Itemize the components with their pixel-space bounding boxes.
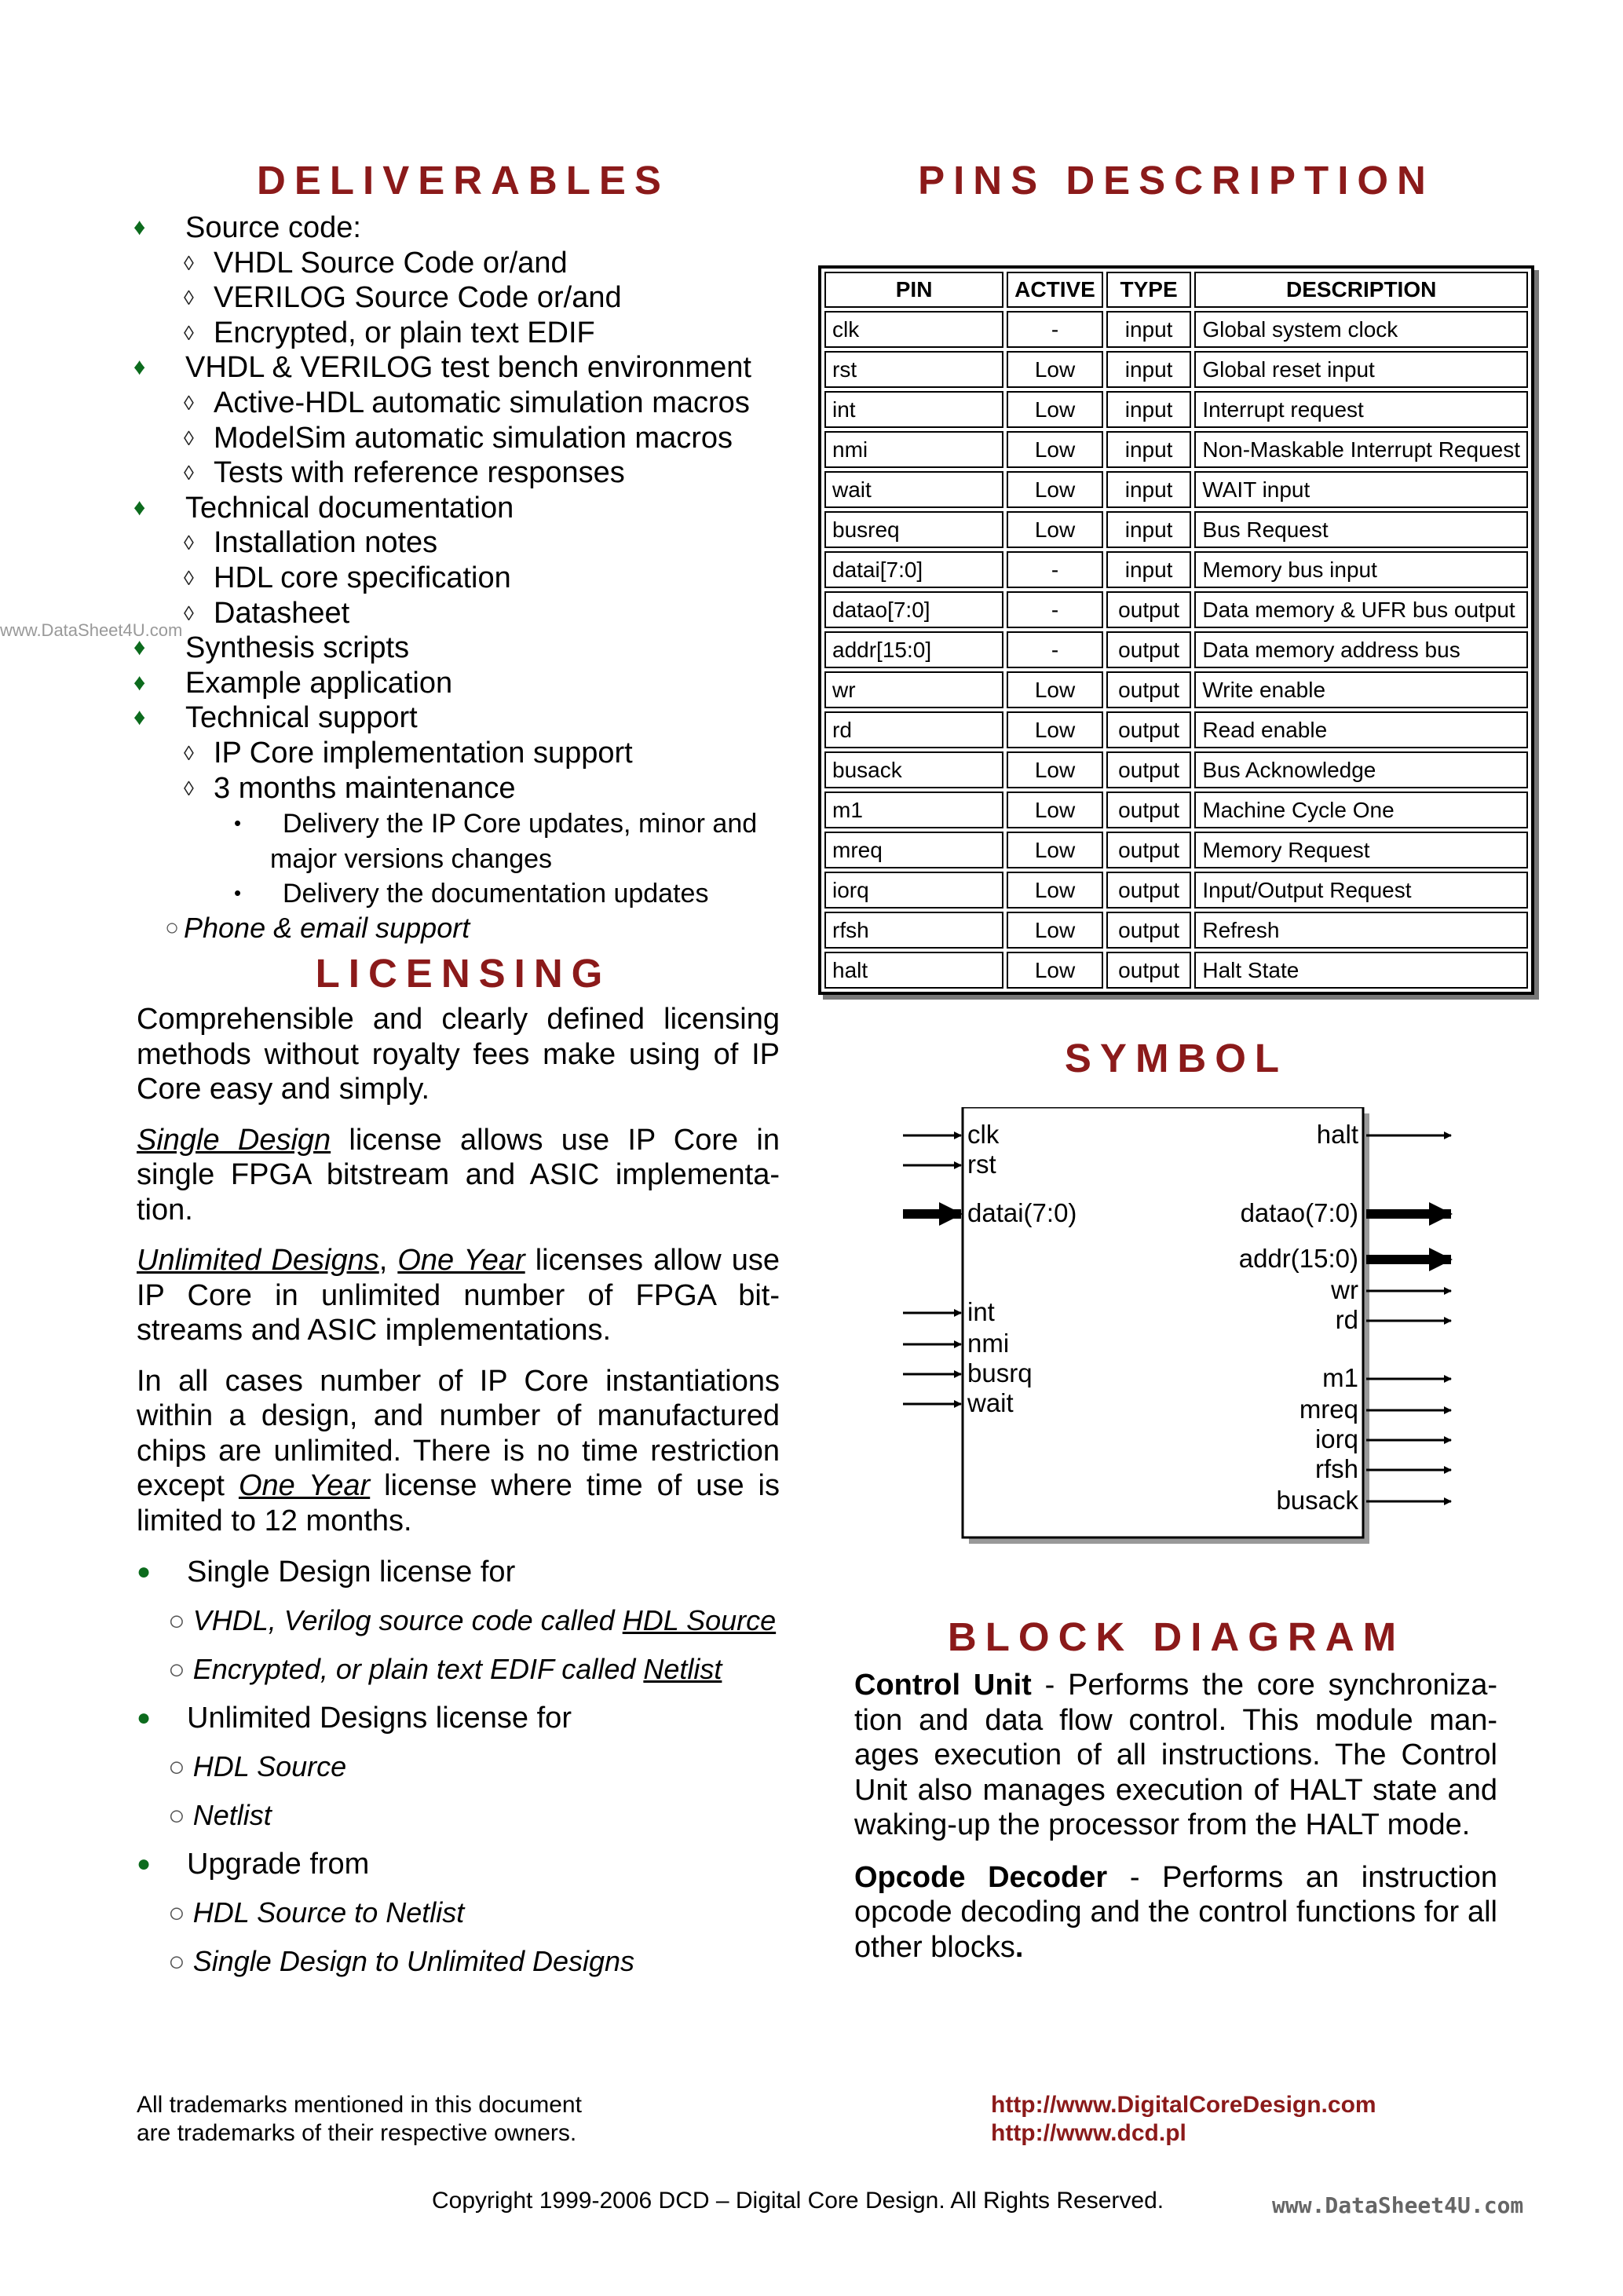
- pin-cell: nmi: [824, 431, 1003, 468]
- active-cell: Low: [1007, 872, 1103, 909]
- list-item-text: Delivery the IP Core updates, minor and: [283, 809, 758, 839]
- type-cell: output: [1106, 591, 1191, 628]
- licensing-heading: LICENSING: [315, 951, 612, 996]
- symbol-input-label: clk: [967, 1120, 1000, 1149]
- license-options-list: [137, 1555, 796, 1993]
- list-item: [133, 455, 793, 491]
- pins-heading: PINS DESCRIPTION: [918, 158, 1435, 203]
- table-row: [824, 471, 1528, 508]
- pin-cell: int: [824, 391, 1003, 428]
- description-cell: Machine Cycle One: [1194, 792, 1528, 828]
- active-cell: Low: [1007, 952, 1103, 989]
- description-cell: Refresh: [1194, 912, 1528, 949]
- list-text: Single Design to Unlimited Designs: [192, 1945, 635, 1977]
- symbol-output-label: iorq: [1314, 1424, 1358, 1453]
- table-row: [824, 711, 1528, 748]
- type-cell: output: [1106, 832, 1191, 868]
- pins-table: [818, 265, 1534, 995]
- description-cell: Non-Maskable Interrupt Request: [1194, 431, 1528, 468]
- list-text: HDL Source: [192, 1750, 347, 1782]
- type-cell: input: [1106, 391, 1191, 428]
- type-cell: output: [1106, 792, 1191, 828]
- description-cell: Input/Output Request: [1194, 872, 1528, 909]
- type-cell: output: [1106, 631, 1191, 668]
- list-item: [137, 1603, 796, 1652]
- symbol-heading: SYMBOL: [1064, 1036, 1289, 1080]
- list-item: [133, 841, 793, 876]
- single-design-label: Single Design license for: [187, 1556, 516, 1589]
- table-row: [824, 351, 1528, 388]
- symbol-output-label: addr(15:0): [1238, 1244, 1358, 1273]
- list-text: HDL Source to Netlist: [192, 1896, 465, 1929]
- diamond-bullet-icon: ♦: [133, 634, 146, 661]
- diamond-outline-bullet-icon: ◊: [184, 390, 194, 415]
- list-item: [133, 386, 793, 421]
- pin-cell: iorq: [824, 872, 1003, 909]
- table-row: [824, 311, 1528, 348]
- watermark-footer: www.DataSheet4U.com: [1272, 2192, 1524, 2218]
- list-item-text: VERILOG Source Code or/and: [214, 281, 622, 315]
- list-item-text: VHDL Source Code or/and: [214, 246, 568, 280]
- dot-bullet-icon: •: [234, 811, 242, 835]
- pin-cell: clk: [824, 311, 1003, 348]
- pins-table-body: [824, 311, 1528, 989]
- pin-cell: datai[7:0]: [824, 551, 1003, 588]
- pin-cell: m1: [824, 792, 1003, 828]
- list-item: [133, 876, 793, 911]
- diamond-outline-bullet-icon: ◊: [184, 565, 194, 590]
- list-item: [133, 561, 793, 596]
- pin-cell: rd: [824, 711, 1003, 748]
- pin-cell: busreq: [824, 511, 1003, 548]
- list-item: [133, 596, 793, 631]
- symbol-input-label: wait: [967, 1388, 1014, 1417]
- deliverables-heading: DELIVERABLES: [257, 158, 670, 203]
- symbol-output-label: m1: [1322, 1363, 1358, 1392]
- list-item: [133, 525, 793, 561]
- active-cell: Low: [1007, 351, 1103, 388]
- list-item-text: IP Core implementation support: [214, 736, 633, 770]
- active-cell: Low: [1007, 511, 1103, 548]
- list-item: [133, 491, 793, 526]
- bullet-icon: ●: [137, 1705, 152, 1731]
- list-item: [137, 1847, 796, 1896]
- pin-cell: halt: [824, 952, 1003, 989]
- active-cell: Low: [1007, 832, 1103, 868]
- list-item-text: ModelSim automatic simulation macros: [214, 421, 733, 455]
- symbol-output-label: datao(7:0): [1240, 1198, 1358, 1227]
- circle-bullet-icon: ○: [168, 1604, 193, 1636]
- licensing-text: [137, 1002, 780, 1554]
- type-cell: output: [1106, 711, 1191, 748]
- licensing-paragraph-4a: In all cases number of IP Core instantiations within a design, and number of manufactured chips are unlimited. There is no time restriction except: [137, 1364, 780, 1502]
- circle-bullet-icon: ○: [168, 1653, 193, 1685]
- list-item: [133, 911, 793, 946]
- type-cell: output: [1106, 952, 1191, 989]
- licensing-paragraph-2-text: license allows use IP Core in single FPGA bitstream and ASIC implementa-tion.: [137, 1123, 780, 1227]
- diamond-outline-bullet-icon: ◊: [184, 426, 194, 450]
- type-cell: input: [1106, 551, 1191, 588]
- active-cell: Low: [1007, 471, 1103, 508]
- active-cell: Low: [1007, 431, 1103, 468]
- watermark-left: www.DataSheet4U.com: [0, 620, 183, 640]
- pin-cell: wait: [824, 471, 1003, 508]
- list-item: [133, 806, 793, 841]
- deliverables-list: [133, 210, 793, 945]
- table-row: [824, 671, 1528, 708]
- opcode-decoder-end: .: [1014, 1930, 1024, 1964]
- dot-bullet-icon: •: [234, 881, 242, 905]
- active-cell: Low: [1007, 711, 1103, 748]
- list-item: [133, 771, 793, 806]
- list-item: [133, 700, 793, 736]
- symbol-output-label: rd: [1335, 1305, 1358, 1334]
- list-item: [137, 1798, 796, 1847]
- active-cell: Low: [1007, 792, 1103, 828]
- opcode-decoder-term: Opcode Decoder: [854, 1860, 1108, 1894]
- table-row: [824, 751, 1528, 788]
- description-cell: Write enable: [1194, 671, 1528, 708]
- single-design-term: Single Design: [137, 1123, 331, 1157]
- description-cell: Interrupt request: [1194, 391, 1528, 428]
- description-cell: Memory Request: [1194, 832, 1528, 868]
- list-item-text: Delivery the documentation updates: [283, 879, 709, 909]
- pin-column-header: PIN: [824, 272, 1003, 308]
- type-cell: output: [1106, 912, 1191, 949]
- trademark-line-1: All trademarks mentioned in this document: [137, 2092, 582, 2118]
- licensing-paragraph-2: [137, 1123, 780, 1228]
- licensing-paragraph-3: [137, 1243, 780, 1348]
- description-cell: Read enable: [1194, 711, 1528, 748]
- symbol-output-label: rfsh: [1314, 1454, 1358, 1483]
- one-year-term: One Year: [397, 1244, 525, 1277]
- diamond-bullet-icon: ♦: [133, 669, 146, 696]
- list-item-text: 3 months maintenance: [214, 771, 516, 805]
- description-cell: WAIT input: [1194, 471, 1528, 508]
- list-item-text: Encrypted, or plain text EDIF: [214, 316, 595, 349]
- diamond-outline-bullet-icon: ◊: [184, 740, 194, 765]
- trademark-line-2: are trademarks of their respective owners.: [137, 2120, 577, 2146]
- pin-cell: busack: [824, 751, 1003, 788]
- table-row: [824, 792, 1528, 828]
- diamond-bullet-icon: ♦: [133, 354, 146, 381]
- description-cell: Global system clock: [1194, 311, 1528, 348]
- pin-cell: datao[7:0]: [824, 591, 1003, 628]
- type-cell: input: [1106, 351, 1191, 388]
- pin-cell: mreq: [824, 832, 1003, 868]
- list-item-text: Active-HDL automatic simulation macros: [214, 386, 750, 419]
- type-cell: input: [1106, 431, 1191, 468]
- list-item-text: major versions changes: [270, 843, 553, 874]
- list-item: [137, 1749, 796, 1798]
- list-text: VHDL, Verilog source code called: [192, 1604, 623, 1636]
- list-item: [137, 1555, 796, 1603]
- one-year-term-2: One Year: [238, 1469, 371, 1502]
- unlimited-designs-label: Unlimited Designs license for: [187, 1702, 572, 1735]
- opcode-decoder-text: - Performs an instruction opcode decoding and the control functions for all other blocks: [854, 1860, 1497, 1964]
- block-diagram-text: [854, 1668, 1497, 1982]
- list-item-text: HDL core specification: [214, 561, 511, 594]
- table-row: [824, 912, 1528, 949]
- list-item-text: Technical support: [185, 701, 418, 735]
- pin-cell: wr: [824, 671, 1003, 708]
- list-text: Netlist: [192, 1799, 272, 1831]
- list-item: [133, 736, 793, 771]
- symbol-input-label: busrq: [967, 1358, 1033, 1387]
- diamond-outline-bullet-icon: ◊: [184, 250, 194, 275]
- licensing-paragraph-1: Comprehensible and clearly defined licensing methods without royalty fees make using of IP Core easy and simply.: [137, 1003, 780, 1106]
- url-digitalcoredesign-link[interactable]: http://www.DigitalCoreDesign.com: [991, 2092, 1376, 2118]
- symbol-output-label: wr: [1331, 1275, 1358, 1304]
- active-cell: -: [1007, 591, 1103, 628]
- bullet-icon: ●: [137, 1559, 152, 1585]
- circle-bullet-icon: ○: [168, 1896, 193, 1929]
- active-cell: Low: [1007, 912, 1103, 949]
- description-cell: Global reset input: [1194, 351, 1528, 388]
- licensing-sep: ,: [378, 1244, 398, 1277]
- circle-bullet-icon: ○: [168, 1945, 193, 1977]
- diamond-outline-bullet-icon: ◊: [184, 320, 194, 345]
- symbol-output-label: mreq: [1299, 1395, 1358, 1424]
- description-column-header: DESCRIPTION: [1194, 272, 1528, 308]
- url-dcd-link[interactable]: http://www.dcd.pl: [991, 2120, 1186, 2146]
- diamond-outline-bullet-icon: ◊: [184, 531, 194, 555]
- active-column-header: ACTIVE: [1007, 272, 1103, 308]
- pin-cell: rfsh: [824, 912, 1003, 949]
- active-cell: -: [1007, 311, 1103, 348]
- active-cell: -: [1007, 551, 1103, 588]
- type-cell: output: [1106, 751, 1191, 788]
- licensing-paragraph-4b: license where time of use is limited to 12 months.: [137, 1469, 780, 1537]
- list-item: [137, 1701, 796, 1749]
- circle-bullet-icon: ○: [165, 914, 180, 941]
- symbol-box: [963, 1107, 1363, 1537]
- list-item: [137, 1896, 796, 1944]
- pin-cell: addr[15:0]: [824, 631, 1003, 668]
- table-row: [824, 391, 1528, 428]
- list-item: [133, 350, 793, 386]
- symbol-input-label: rst: [967, 1150, 996, 1179]
- type-cell: output: [1106, 671, 1191, 708]
- list-item: [137, 1944, 796, 1993]
- upgrade-label: Upgrade from: [187, 1848, 370, 1881]
- list-item: [133, 421, 793, 456]
- description-cell: Data memory & UFR bus output: [1194, 591, 1528, 628]
- description-cell: Bus Request: [1194, 511, 1528, 548]
- type-cell: input: [1106, 511, 1191, 548]
- active-cell: Low: [1007, 671, 1103, 708]
- description-cell: Halt State: [1194, 952, 1528, 989]
- diamond-bullet-icon: ♦: [133, 704, 146, 731]
- list-item-text: Example application: [185, 666, 453, 700]
- list-text: Encrypted, or plain text EDIF called: [192, 1653, 644, 1685]
- list-item: [137, 1652, 796, 1701]
- licensing-paragraph-3-text: licenses allow use IP Core in unlimited number of FPGA bit-streams and ASIC implementations.: [137, 1244, 780, 1347]
- type-cell: input: [1106, 311, 1191, 348]
- block-diagram-heading: BLOCK DIAGRAM: [947, 1614, 1406, 1659]
- bullet-icon: ●: [137, 1851, 152, 1877]
- diamond-bullet-icon: ♦: [133, 494, 146, 521]
- description-cell: Memory bus input: [1194, 551, 1528, 588]
- symbol-input-label: nmi: [967, 1329, 1010, 1358]
- pins-header-row: [824, 272, 1528, 308]
- table-row: [824, 872, 1528, 909]
- list-item: [133, 666, 793, 701]
- list-item: [133, 246, 793, 281]
- list-item: [133, 210, 793, 246]
- list-item-text: Source code:: [185, 211, 361, 244]
- active-cell: Low: [1007, 391, 1103, 428]
- symbol-input-label: int: [967, 1297, 995, 1326]
- diamond-outline-bullet-icon: ◊: [184, 461, 194, 485]
- circle-bullet-icon: ○: [168, 1750, 193, 1782]
- active-cell: Low: [1007, 751, 1103, 788]
- list-item-text: Tests with reference responses: [214, 456, 625, 490]
- pin-cell: rst: [824, 351, 1003, 388]
- list-item-text: Phone & email support: [184, 911, 470, 944]
- diamond-bullet-icon: ♦: [133, 214, 146, 240]
- type-cell: output: [1106, 872, 1191, 909]
- list-item-text: VHDL & VERILOG test bench environment: [185, 351, 751, 385]
- opcode-decoder-paragraph: [854, 1860, 1497, 1965]
- licensing-paragraph-4: [137, 1364, 780, 1539]
- active-cell: -: [1007, 631, 1103, 668]
- list-item: [133, 280, 793, 316]
- diamond-outline-bullet-icon: ◊: [184, 286, 194, 310]
- table-row: [824, 631, 1528, 668]
- list-item: [133, 316, 793, 351]
- unlimited-designs-term: Unlimited Designs: [137, 1244, 379, 1277]
- symbol-input-label: datai(7:0): [967, 1198, 1077, 1227]
- list-item-text: Technical documentation: [185, 491, 514, 525]
- list-item-text: Datasheet: [214, 596, 350, 630]
- hdl-source-term: HDL Source: [622, 1604, 777, 1636]
- type-cell: input: [1106, 471, 1191, 508]
- symbol-output-label: halt: [1316, 1120, 1358, 1149]
- list-item-text: Installation notes: [214, 526, 438, 560]
- list-item: [133, 631, 793, 666]
- symbol-output-label: busack: [1276, 1486, 1358, 1515]
- control-unit-paragraph: [854, 1668, 1497, 1843]
- control-unit-term: Control Unit: [854, 1669, 1032, 1702]
- circle-bullet-icon: ○: [168, 1799, 193, 1831]
- table-row: [824, 511, 1528, 548]
- list-item-text: Synthesis scripts: [185, 631, 410, 665]
- type-column-header: TYPE: [1106, 272, 1191, 308]
- diamond-outline-bullet-icon: ◊: [184, 601, 194, 625]
- table-row: [824, 832, 1528, 868]
- description-cell: Data memory address bus: [1194, 631, 1528, 668]
- description-cell: Bus Acknowledge: [1194, 751, 1528, 788]
- table-row: [824, 551, 1528, 588]
- table-row: [824, 952, 1528, 989]
- diamond-outline-bullet-icon: ◊: [184, 776, 194, 800]
- control-unit-text: - Performs the core synchroniza-tion and data flow control. This module man-ages execution of all instructions. The Control Unit also manages execution of HALT state and waking-up the processor from the HALT mode.: [854, 1669, 1497, 1841]
- copyright-text: Copyright 1999-2006 DCD – Digital Core Design. All Rights Reserved.: [432, 2188, 1164, 2214]
- table-row: [824, 431, 1528, 468]
- netlist-term: Netlist: [643, 1653, 722, 1685]
- table-row: [824, 591, 1528, 628]
